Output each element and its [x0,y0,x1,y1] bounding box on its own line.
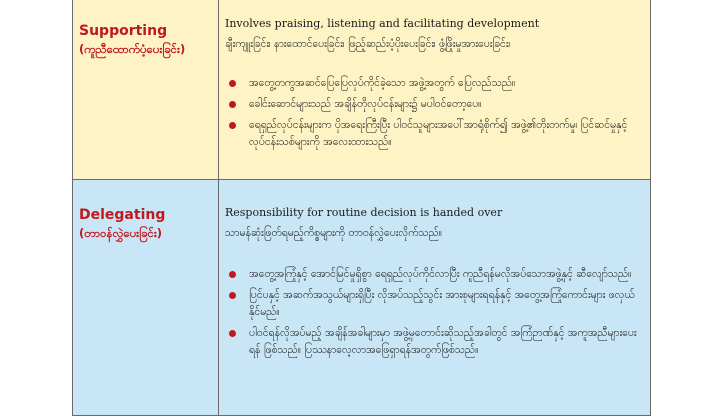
list-item [225,325,644,359]
list-item-text: ခေါင်းဆောင်များသည် အချိန်တိုလုပ်ငန်းများ၌ မပါဝင်တော့ပေ။ [249,98,482,110]
list-item-text: အတွေ့အကြုံနှင့် အောင်မြင်မှုရှိစွာ ရေရှည်လုပ်ကိုင်လာပြီး ကူညီရန်မလိုအပ်သောအဖွဲ့နှင့် ဆီလျော်သည်။ [249,268,632,280]
list-item-text: ပါဝင်ရန်လိုအပ်မည့် အချိန်အခါများမှာ အဖွဲ့မှတောင်းဆိုသည့်အခါတွင် အကြံဉာဏ်နှင့် အကူအညီများပေးရန် ဖြစ်သည်။ ပြဿနာလေ့လာအဖြေရှာရန်အတွက်ဖြစ်သည်။ [249,327,637,356]
bullet-dot-icon [229,292,236,299]
bullet-list [225,266,644,359]
style-label-delegating [79,206,215,242]
list-item-text: အတွေ့တကွအဆင်ပြေပြေလုပ်ကိုင်ခဲ့သော အဖွဲ့အတွက် ပြေလည်သည်။ [249,77,516,89]
description-subtitle: သာမန်ဆုံးဖြတ်ရမည့်ကိစ္စများကို တာဝန်လွှဲပေးလိုက်သည်။ [225,227,442,239]
list-item-text: ရေရှည်လုပ်ငန်းများက ပိုအရေးကြီးပြီး ပါဝင်သူများအပေါ်အာရုံစိုက်၍ အဖွဲ့၏တိုးတက်မှု၊ ပြင်ဆင်မှုနှင့် လုပ်ငန်းသစ်များကို အလေးထားသည်။ [249,119,628,148]
style-label-supporting [79,22,215,58]
list-item [225,117,644,151]
description-subtitle: ချီးကျူးခြင်း၊ နားထောင်ပေးခြင်း၊ ဖြည့်ဆည်းပံ့ပိုးပေးခြင်း၊ ဖွံ့ဖြိုးမှုအားပေးခြင်း၊ [225,38,511,50]
column-divider [218,180,219,415]
table-row-supporting [73,0,650,180]
style-name-myanmar: (တာဝန်လွှဲပေးခြင်း) [79,226,163,240]
style-description-supporting [225,17,644,155]
table-row-delegating [73,180,650,415]
style-description-delegating [225,206,644,363]
bullet-list [225,75,644,151]
list-item [225,96,644,113]
list-item [225,75,644,92]
bullet-dot-icon [229,80,236,87]
list-item [225,287,644,321]
column-divider [218,0,219,179]
bullet-dot-icon [229,122,236,129]
description-heading: Involves praising, listening and facilitating development [225,17,540,30]
style-name-english: Supporting [79,23,168,39]
bullet-dot-icon [229,101,236,108]
style-name-myanmar: (ကူညီထောက်ပံ့ပေးခြင်း) [79,42,186,56]
style-name-english: Delegating [79,207,166,223]
list-item [225,266,644,283]
description-heading: Responsibility for routine decision is handed over [225,206,503,219]
bullet-dot-icon [229,271,236,278]
list-item-text: ပြင်ပနှင့် အဆက်အသွယ်များရှိပြီး လိုအပ်သည့်သွင်း အားစုများရရန်နှင့် အတွေ့အကြုံကောင်းများ ဖလှယ်နိုင်မည်။ [249,289,635,318]
bullet-dot-icon [229,330,236,337]
leadership-style-table [72,0,651,416]
